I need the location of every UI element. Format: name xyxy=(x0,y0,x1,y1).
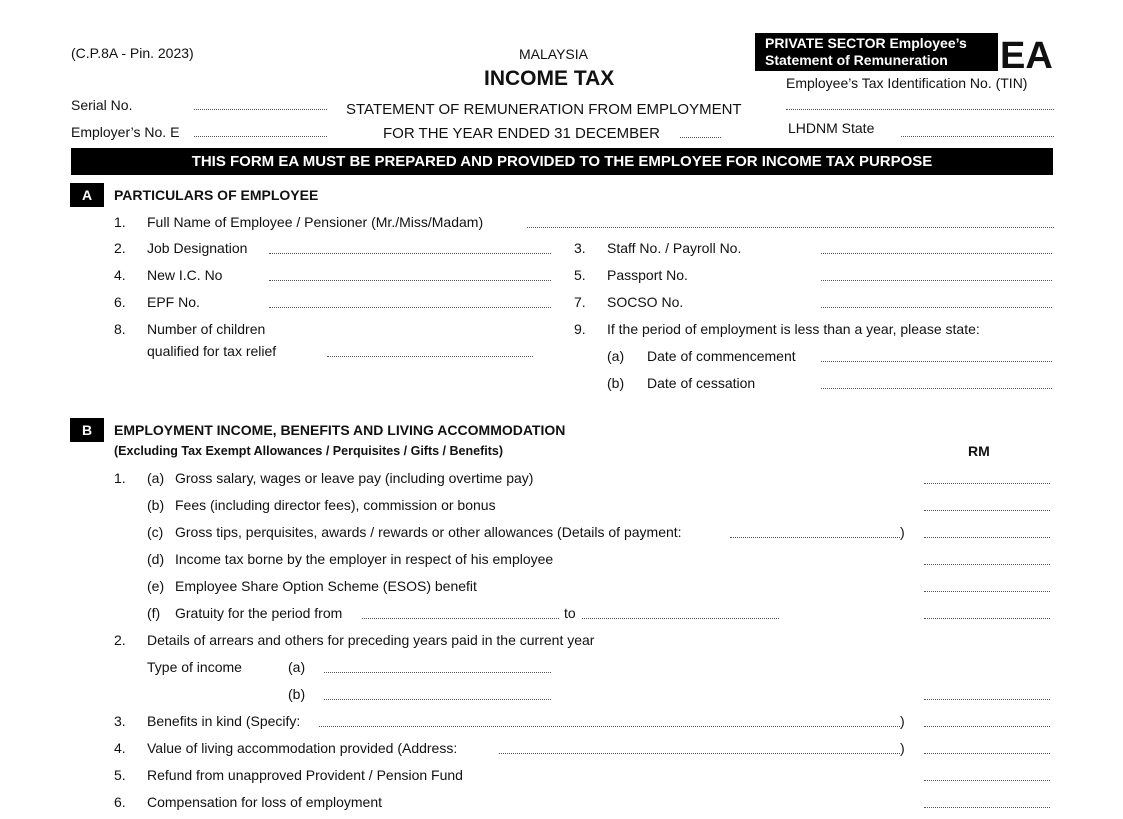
tin-label: Employee’s Tax Identification No. (TIN) xyxy=(786,75,1028,91)
item-number: 2. xyxy=(114,240,126,256)
staff-no-label: Staff No. / Payroll No. xyxy=(607,240,742,256)
item-number: 4. xyxy=(114,267,126,283)
item-number: 5. xyxy=(114,767,126,783)
children-label-line-2: qualified for tax relief xyxy=(147,343,277,359)
employer-no-field[interactable] xyxy=(194,136,327,137)
compensation-label: Compensation for loss of employment xyxy=(147,794,382,810)
gratuity-to-field[interactable] xyxy=(582,618,779,619)
item-number: 4. xyxy=(114,740,126,756)
sub-item-letter: (a) xyxy=(288,659,306,675)
sub-item-letter: (b) xyxy=(288,686,306,702)
serial-field[interactable] xyxy=(194,109,327,110)
accommodation-address-field[interactable] xyxy=(499,753,900,754)
tax-borne-label: Income tax borne by the employer in respect of his employee xyxy=(175,551,554,567)
refund-label: Refund from unapproved Provident / Pension Fund xyxy=(147,767,463,783)
refund-amount-field[interactable] xyxy=(924,780,1050,781)
sub-item-letter: (a) xyxy=(147,470,165,486)
socso-field[interactable] xyxy=(821,307,1052,308)
accommodation-amount-field[interactable] xyxy=(924,753,1050,754)
job-designation-field[interactable] xyxy=(269,253,551,254)
sub-item-letter: (a) xyxy=(607,348,625,364)
lhdnm-field[interactable] xyxy=(901,136,1054,137)
item-number: 1. xyxy=(114,214,126,230)
cessation-label: Date of cessation xyxy=(647,375,756,391)
gratuity-to-label: to xyxy=(564,605,576,621)
year-field[interactable] xyxy=(680,137,721,138)
item-number: 2. xyxy=(114,632,126,648)
gross-tips-label: Gross tips, perquisites, awards / rewards or other allowances (Details of payment: xyxy=(175,524,682,540)
form-type-badge xyxy=(755,33,998,71)
year-ended-label: FOR THE YEAR ENDED 31 DECEMBER xyxy=(383,125,661,142)
gross-tips-amount-field[interactable] xyxy=(924,537,1050,538)
esos-amount-field[interactable] xyxy=(924,591,1050,592)
benefits-label: Benefits in kind (Specify: xyxy=(147,713,301,729)
payment-details-field[interactable] xyxy=(730,537,900,538)
close-paren: ) xyxy=(900,740,905,756)
sub-item-letter: (d) xyxy=(147,551,165,567)
gross-salary-amount-field[interactable] xyxy=(924,483,1050,484)
ic-field[interactable] xyxy=(269,280,551,281)
sub-item-letter: (b) xyxy=(607,375,625,391)
passport-label: Passport No. xyxy=(607,267,688,283)
gratuity-from-field[interactable] xyxy=(362,618,559,619)
form-letters-ea: EA xyxy=(1000,35,1053,77)
fees-amount-field[interactable] xyxy=(924,510,1050,511)
close-paren: ) xyxy=(900,713,905,729)
sub-item-letter: (c) xyxy=(147,524,164,540)
passport-field[interactable] xyxy=(821,280,1052,281)
item-number: 6. xyxy=(114,294,126,310)
item-number: 3. xyxy=(114,713,126,729)
commencement-field[interactable] xyxy=(821,361,1052,362)
section-b-title: EMPLOYMENT INCOME, BENEFITS AND LIVING ACCOMMODATION xyxy=(114,422,566,438)
benefits-specify-field[interactable] xyxy=(319,726,900,727)
lhdnm-label: LHDNM State xyxy=(788,120,875,136)
item-number: 5. xyxy=(574,267,586,283)
statement-subtitle: STATEMENT OF REMUNERATION FROM EMPLOYMENT xyxy=(346,101,742,118)
sub-item-letter: (b) xyxy=(147,497,165,513)
section-a-letter: A xyxy=(70,183,104,207)
arrears-amount-field[interactable] xyxy=(924,699,1050,700)
period-note: If the period of employment is less than a year, please state: xyxy=(607,321,980,337)
employer-no-label: Employer’s No. E xyxy=(71,124,180,140)
serial-label: Serial No. xyxy=(71,97,133,113)
children-label-line-1: Number of children xyxy=(147,321,266,337)
accommodation-label: Value of living accommodation provided (Address: xyxy=(147,740,458,756)
item-number: 1. xyxy=(114,470,126,486)
type-of-income-label: Type of income xyxy=(147,659,242,675)
gross-salary-label: Gross salary, wages or leave pay (including overtime pay) xyxy=(175,470,534,486)
arrears-label: Details of arrears and others for preceding years paid in the current year xyxy=(147,632,595,648)
benefits-amount-field[interactable] xyxy=(924,726,1050,727)
esos-label: Employee Share Option Scheme (ESOS) benefit xyxy=(175,578,477,594)
currency-header: RM xyxy=(968,443,990,459)
children-field[interactable] xyxy=(327,356,533,357)
full-name-label: Full Name of Employee / Pensioner (Mr./Miss/Madam) xyxy=(147,214,484,230)
cessation-field[interactable] xyxy=(821,388,1052,389)
socso-label: SOCSO No. xyxy=(607,294,684,310)
tax-borne-amount-field[interactable] xyxy=(924,564,1050,565)
job-designation-label: Job Designation xyxy=(147,240,248,256)
gratuity-label: Gratuity for the period from xyxy=(175,605,343,621)
item-number: 7. xyxy=(574,294,586,310)
tin-field[interactable] xyxy=(786,109,1054,110)
full-name-field[interactable] xyxy=(527,227,1054,228)
form-notice-banner: THIS FORM EA MUST BE PREPARED AND PROVIDED TO THE EMPLOYEE FOR INCOME TAX PURPOSE xyxy=(71,148,1053,175)
epf-label: EPF No. xyxy=(147,294,200,310)
sub-item-letter: (f) xyxy=(147,605,161,621)
section-b-subtitle: (Excluding Tax Exempt Allowances / Perquisites / Gifts / Benefits) xyxy=(114,444,503,458)
badge-line-1: PRIVATE SECTOR Employee’s xyxy=(765,35,967,51)
ic-label: New I.C. No xyxy=(147,267,223,283)
item-number: 9. xyxy=(574,321,586,337)
section-b-letter: B xyxy=(70,418,104,442)
item-number: 3. xyxy=(574,240,586,256)
gratuity-amount-field[interactable] xyxy=(924,618,1050,619)
close-paren: ) xyxy=(900,524,905,540)
epf-field[interactable] xyxy=(269,307,551,308)
form-code: (C.P.8A - Pin. 2023) xyxy=(71,45,194,61)
income-type-b-field[interactable] xyxy=(324,699,551,700)
fees-label: Fees (including director fees), commission or bonus xyxy=(175,497,496,513)
commencement-label: Date of commencement xyxy=(647,348,796,364)
country-label: MALAYSIA xyxy=(519,46,588,62)
sub-item-letter: (e) xyxy=(147,578,165,594)
item-number: 6. xyxy=(114,794,126,810)
compensation-amount-field[interactable] xyxy=(924,807,1050,808)
income-type-a-field[interactable] xyxy=(324,672,551,673)
badge-line-2: Statement of Remuneration xyxy=(765,52,948,68)
item-number: 8. xyxy=(114,321,126,337)
section-a-title: PARTICULARS OF EMPLOYEE xyxy=(114,187,319,203)
page-title: INCOME TAX xyxy=(484,67,615,90)
staff-no-field[interactable] xyxy=(821,253,1052,254)
